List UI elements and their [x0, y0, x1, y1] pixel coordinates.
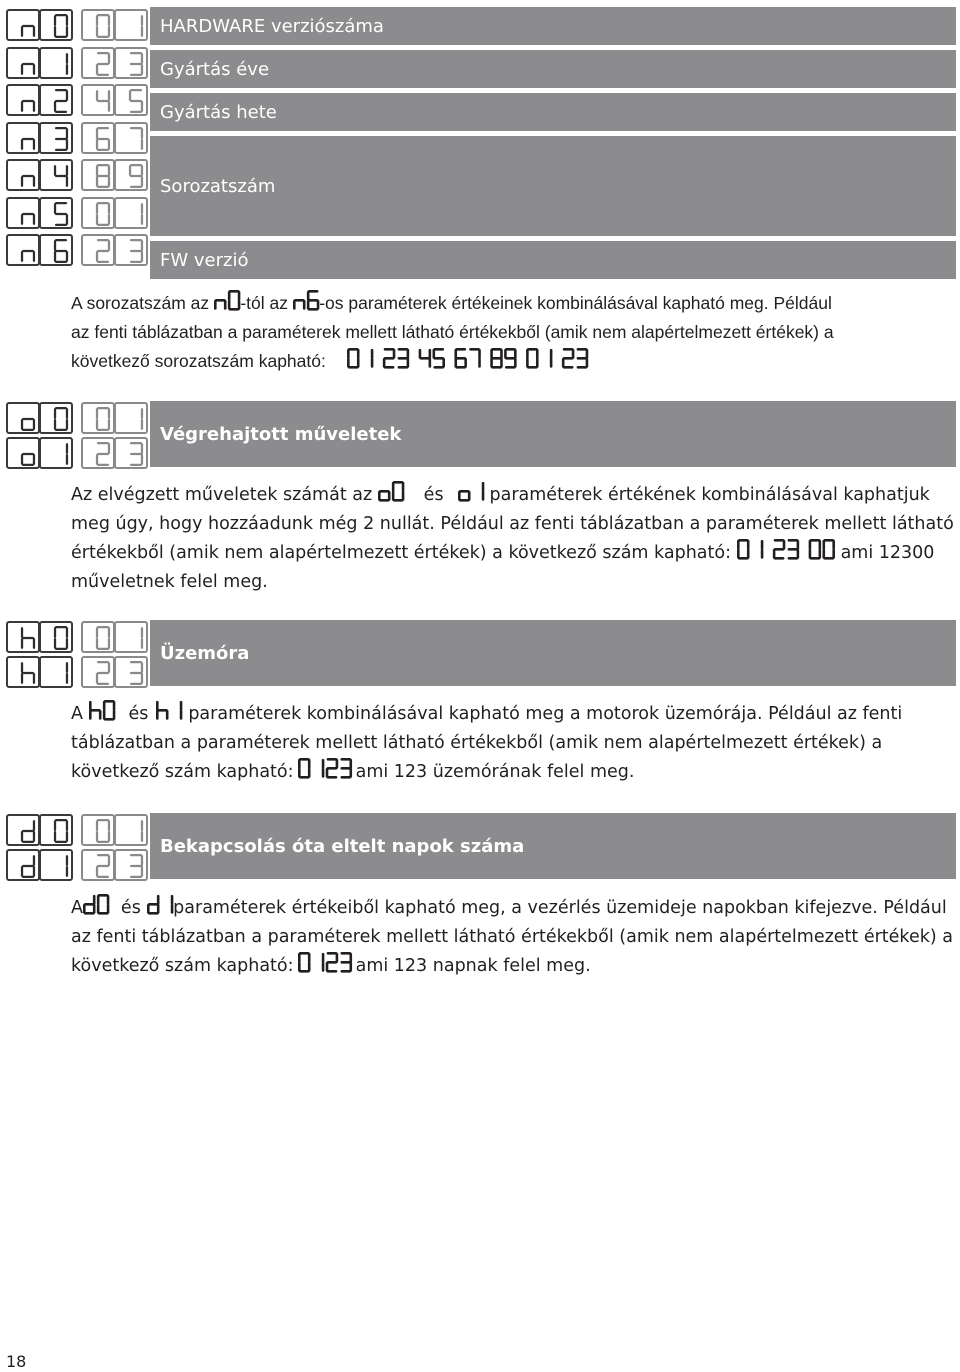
lcd-param-letter-n5	[6, 197, 40, 229]
lcd-value-digit-2-n4	[114, 159, 148, 191]
lcd-param-letter-h1	[6, 656, 40, 688]
days-text-line3a: következő szám kapható:	[71, 956, 294, 976]
bar-operating-hours: Üzemóra	[150, 620, 956, 686]
hours-text-a: A	[71, 704, 83, 724]
ops-text-line3a: értékekből (amik nem alapértelmezett értékek) a következő szám kapható:	[71, 543, 731, 563]
lcd-value-digit-1-h0	[81, 621, 115, 653]
lcd-value-digit-1-n2	[81, 84, 115, 116]
serial-text-e: -os paraméterek értékeinek kombinálásával kapható meg. Például	[319, 293, 832, 313]
inline-serial-number	[347, 348, 588, 369]
lcd-param-digit-o1	[39, 437, 73, 469]
lcd-value-digit-2-d0	[114, 814, 148, 846]
hours-text-e: paraméterek kombinálásával kapható meg a motorok üzemórája. Például az fenti	[188, 704, 903, 724]
hours-text-line3c: ami 123 üzemórának felel meg.	[355, 762, 635, 782]
lcd-param-letter-o0	[6, 402, 40, 434]
lcd-param-letter-n4	[6, 159, 40, 191]
lcd-value-digit-1-n0	[81, 9, 115, 41]
serial-text-line2: az fenti táblázatban a paraméterek mellett látható értékekből (amik nem alapértelmezett értékek) a	[71, 322, 834, 342]
serial-text-line3: következő sorozatszám kapható:	[71, 351, 326, 371]
lcd-value-digit-2-n2	[114, 84, 148, 116]
lcd-param-digit-n3	[39, 122, 73, 154]
lcd-param-letter-n1	[6, 47, 40, 79]
hours-text-c: és	[128, 704, 149, 724]
bar-production-year: Gyártás éve	[150, 50, 956, 88]
ops-text-line3c: ami 12300	[840, 543, 935, 563]
lcd-value-digit-2-n6	[114, 234, 148, 266]
days-text-line3c: ami 123 napnak felel meg.	[355, 956, 591, 976]
lcd-value-digit-2-h0	[114, 621, 148, 653]
lcd-value-digit-2-o1	[114, 437, 148, 469]
lcd-param-digit-n1	[39, 47, 73, 79]
inline-segment-d0	[83, 894, 109, 915]
lcd-value-digit-1-n5	[81, 197, 115, 229]
inline-operations-number	[737, 539, 835, 560]
inline-segment-h0	[89, 700, 115, 721]
lcd-param-digit-n5	[39, 197, 73, 229]
ops-text-line4: műveletnek felel meg.	[71, 572, 268, 592]
lcd-param-letter-n6	[6, 234, 40, 266]
inline-days-number	[298, 952, 352, 973]
inline-segment-d1	[147, 894, 173, 915]
inline-segment-n0	[214, 290, 240, 311]
lcd-value-digit-2-n5	[114, 197, 148, 229]
inline-segment-o0	[378, 481, 404, 502]
lcd-param-digit-n0	[39, 9, 73, 41]
lcd-param-digit-n2	[39, 84, 73, 116]
bar-hardware-version: HARDWARE verziószáma	[150, 7, 956, 45]
lcd-param-digit-h1	[39, 656, 73, 688]
lcd-param-digit-d0	[39, 814, 73, 846]
lcd-value-digit-1-n1	[81, 47, 115, 79]
lcd-param-letter-d0	[6, 814, 40, 846]
lcd-value-digit-2-o0	[114, 402, 148, 434]
lcd-value-digit-2-n3	[114, 122, 148, 154]
lcd-param-letter-d1	[6, 849, 40, 881]
lcd-param-digit-d1	[39, 849, 73, 881]
lcd-value-digit-1-n3	[81, 122, 115, 154]
ops-text-c: és	[423, 485, 444, 505]
inline-segment-o1	[458, 481, 484, 502]
lcd-value-digit-1-d1	[81, 849, 115, 881]
bar-fw-version: FW verzió	[150, 241, 956, 279]
lcd-param-letter-n3	[6, 122, 40, 154]
ops-text-e: paraméterek értékének kombinálásával kaphatjuk	[489, 485, 930, 505]
hours-text-line2: táblázatban a paraméterek mellett látható értékekből (amik nem alapértelmezett értékek) a	[71, 733, 883, 753]
lcd-param-digit-o0	[39, 402, 73, 434]
hours-text-line3a: következő szám kapható:	[71, 762, 294, 782]
lcd-value-digit-2-d1	[114, 849, 148, 881]
days-text-line2: az fenti táblázatban a paraméterek mellett látható értékekből (amik nem alapértelmezett értékek) a	[71, 927, 953, 947]
lcd-value-digit-1-o0	[81, 402, 115, 434]
lcd-param-letter-n2	[6, 84, 40, 116]
lcd-value-digit-1-d0	[81, 814, 115, 846]
serial-text-c: -tól az	[240, 293, 293, 313]
lcd-param-letter-h0	[6, 621, 40, 653]
ops-text-a: Az elvégzett műveletek számát az	[71, 485, 378, 505]
lcd-value-digit-2-h1	[114, 656, 148, 688]
bar-serial-number: Sorozatszám	[150, 136, 956, 236]
inline-segment-n6	[293, 290, 319, 311]
lcd-value-digit-1-o1	[81, 437, 115, 469]
days-text-a: A	[71, 898, 83, 918]
bar-operations: Végrehajtott műveletek	[150, 401, 956, 467]
lcd-param-letter-o1	[6, 437, 40, 469]
lcd-param-digit-n6	[39, 234, 73, 266]
days-text-e: paraméterek értékeiből kapható meg, a vezérlés üzemideje napokban kifejezve. Például	[173, 898, 947, 918]
page-number: 18	[6, 1352, 27, 1371]
bar-days-since-power-on: Bekapcsolás óta eltelt napok száma	[150, 813, 956, 879]
lcd-value-digit-1-n4	[81, 159, 115, 191]
lcd-param-digit-h0	[39, 621, 73, 653]
lcd-param-digit-n4	[39, 159, 73, 191]
lcd-value-digit-1-n6	[81, 234, 115, 266]
serial-text-a: A sorozatszám az	[71, 293, 214, 313]
days-text-c: és	[120, 898, 141, 918]
inline-segment-h1	[156, 700, 182, 721]
ops-text-line2: meg úgy, hogy hozzáadunk még 2 nullát. Például az fenti táblázatban a paraméterek mellett látható	[71, 514, 954, 534]
lcd-value-digit-2-n0	[114, 9, 148, 41]
lcd-value-digit-1-h1	[81, 656, 115, 688]
lcd-value-digit-2-n1	[114, 47, 148, 79]
inline-hours-number	[298, 758, 352, 779]
bar-production-week: Gyártás hete	[150, 93, 956, 131]
lcd-param-letter-n0	[6, 9, 40, 41]
